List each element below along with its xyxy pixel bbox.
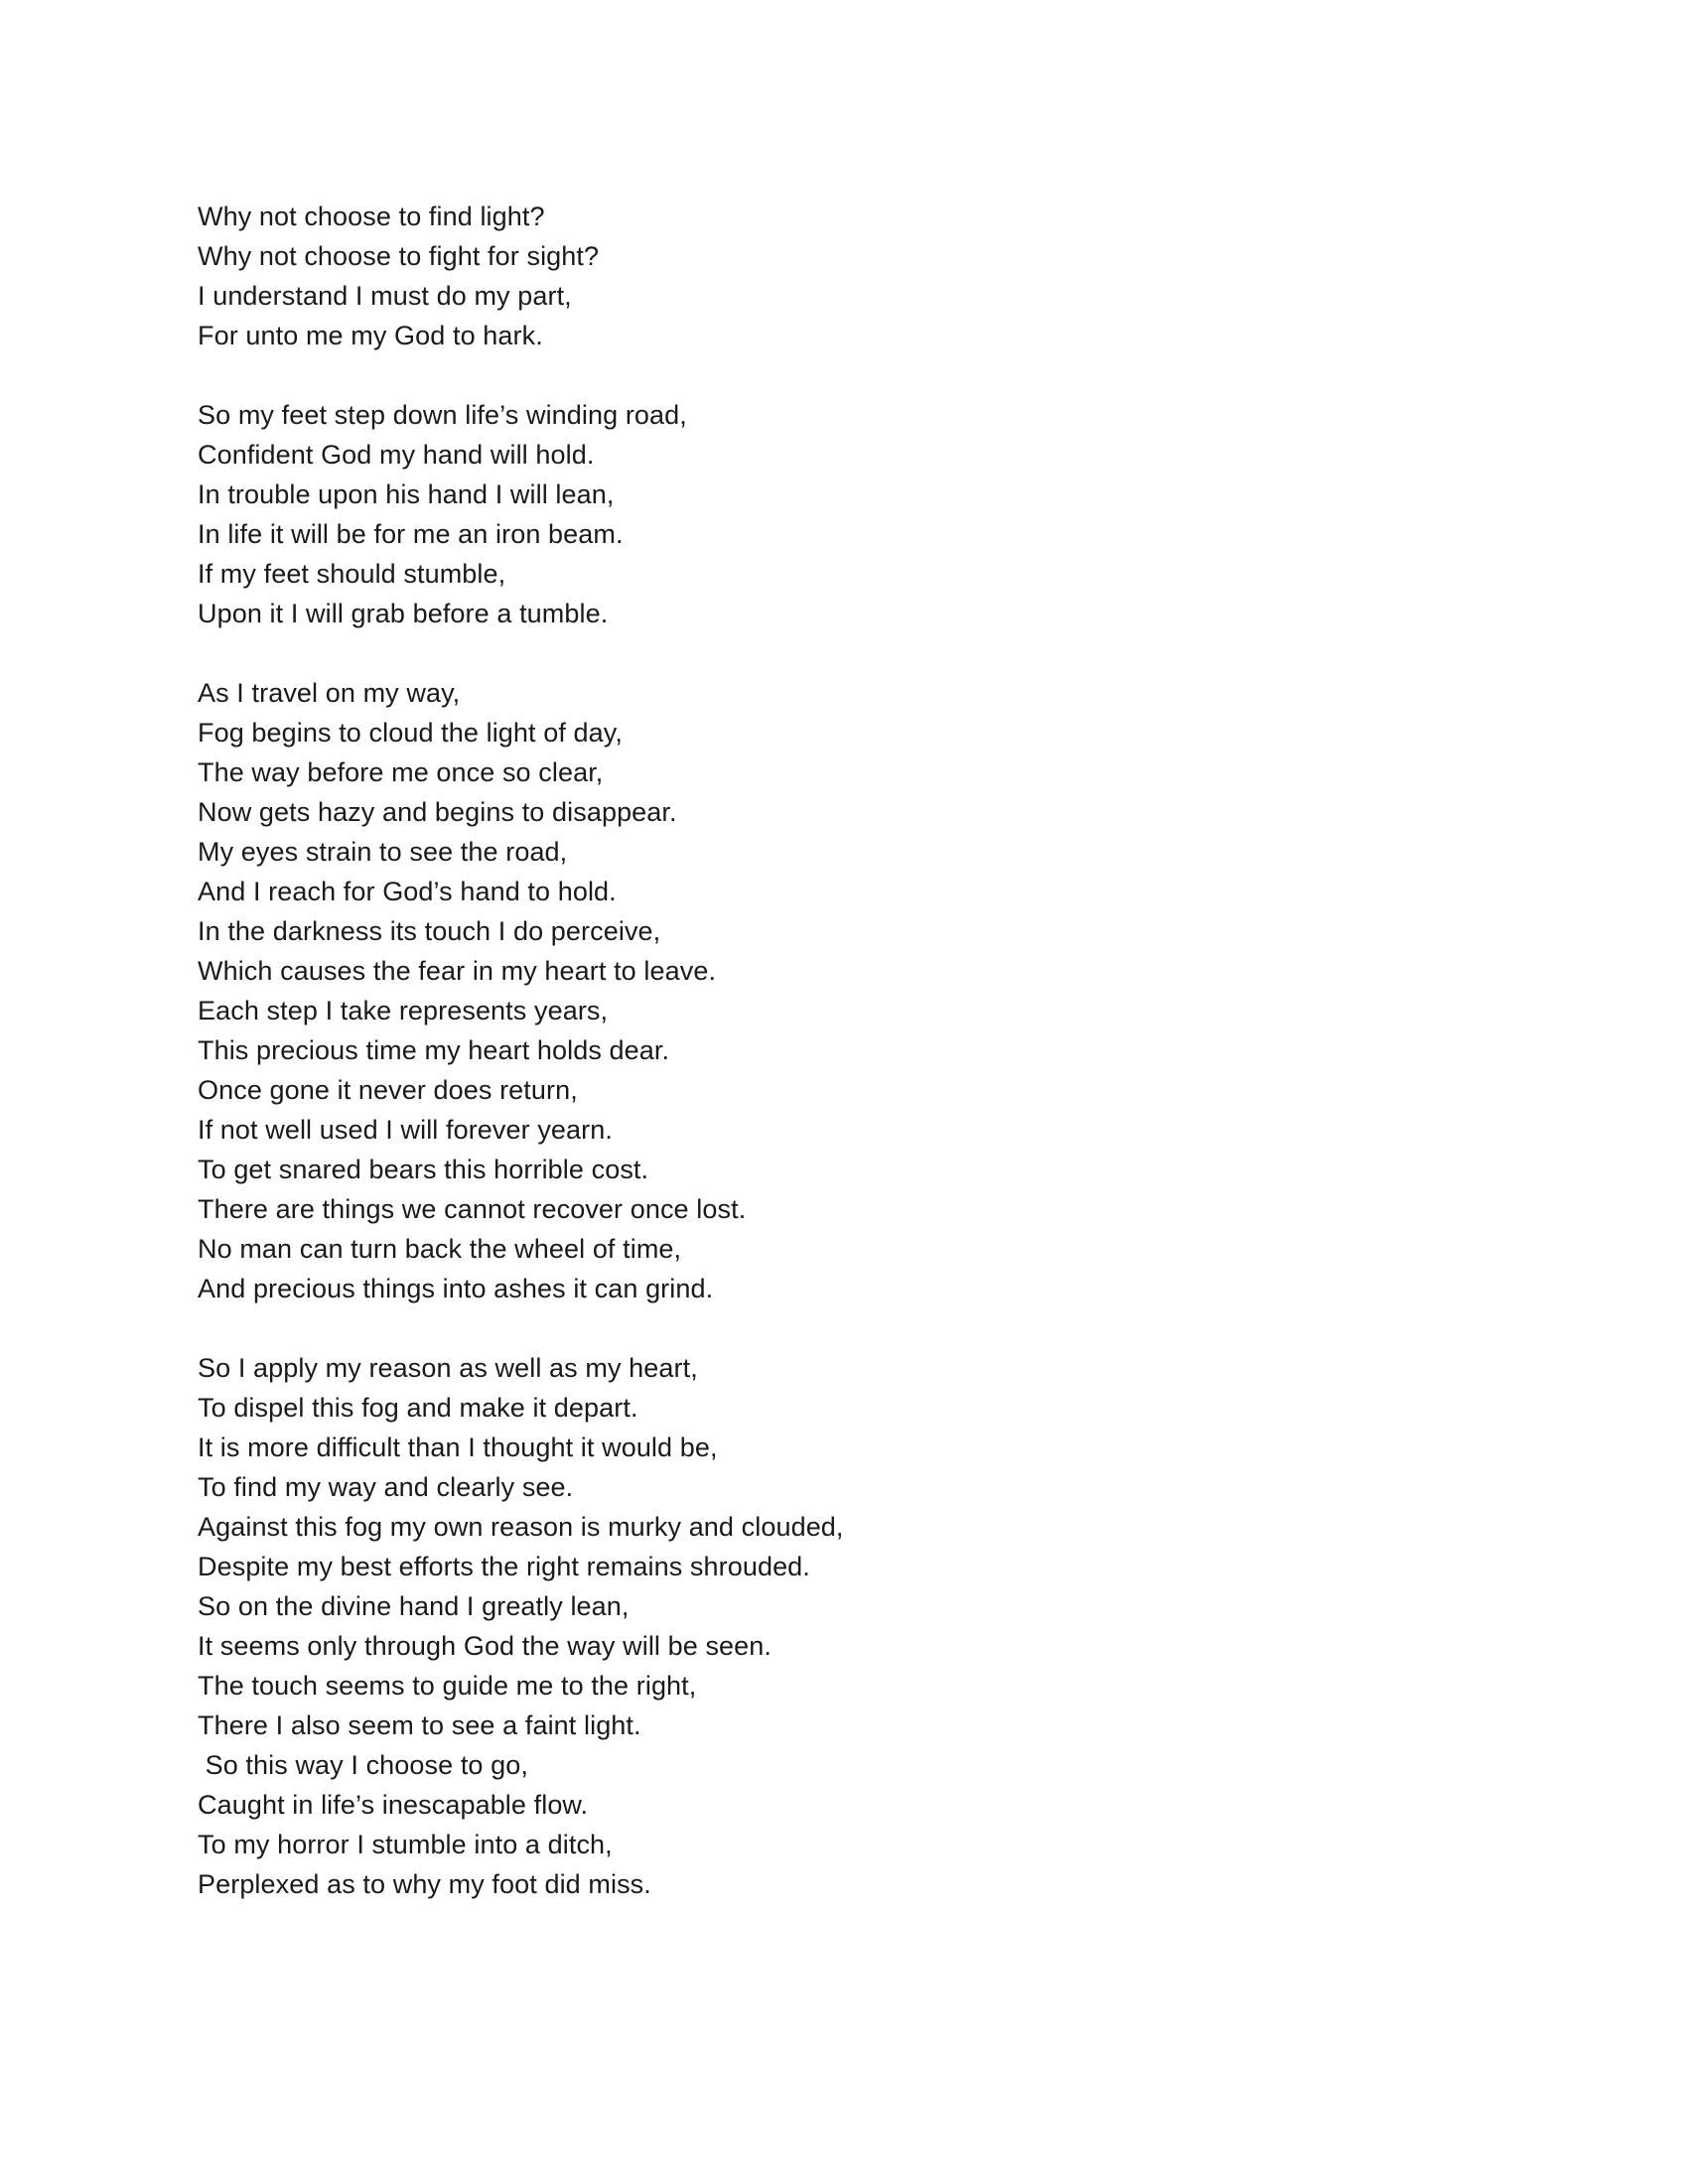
poem-line: In the darkness its touch I do perceive, xyxy=(198,916,661,946)
poem-line: Upon it I will grab before a tumble. xyxy=(198,599,609,628)
poem-line: To get snared bears this horrible cost. xyxy=(198,1155,649,1184)
poem-line: So I apply my reason as well as my heart, xyxy=(198,1353,698,1383)
poem-line: Now gets hazy and begins to disappear. xyxy=(198,797,677,827)
stanza-2 xyxy=(198,395,1488,633)
poem-line: So on the divine hand I greatly lean, xyxy=(198,1591,630,1621)
poem-line: The way before me once so clear, xyxy=(198,757,604,787)
poem-line: My eyes strain to see the road, xyxy=(198,837,568,867)
poem-line: For unto me my God to hark. xyxy=(198,321,543,350)
poem-line: If not well used I will forever yearn. xyxy=(198,1115,613,1145)
poem-line: This precious time my heart holds dear. xyxy=(198,1035,670,1065)
poem-line: So this way I choose to go, xyxy=(198,1750,528,1780)
poem-body xyxy=(198,197,1488,1944)
poem-line: It seems only through God the way will be seen. xyxy=(198,1631,773,1661)
poem-line: Caught in life’s inescapable flow. xyxy=(198,1790,589,1820)
poem-line: And precious things into ashes it can grind. xyxy=(198,1274,714,1303)
poem-line: Despite my best efforts the right remains shrouded. xyxy=(198,1552,810,1581)
stanza-1 xyxy=(198,197,1488,355)
stanza-3 xyxy=(198,673,1488,1308)
poem-line: Why not choose to find light? xyxy=(198,202,545,231)
poem-line: To my horror I stumble into a ditch, xyxy=(198,1830,613,1859)
poem-line: To dispel this fog and make it depart. xyxy=(198,1393,638,1423)
poem-line: Fog begins to cloud the light of day, xyxy=(198,718,623,748)
poem-line: Perplexed as to why my foot did miss. xyxy=(198,1869,651,1899)
poem-line: If my feet should stumble, xyxy=(198,559,506,589)
poem-line: Why not choose to fight for sight? xyxy=(198,241,600,271)
poem-line: There I also seem to see a faint light. xyxy=(198,1710,641,1740)
poem-line: And I reach for God’s hand to hold. xyxy=(198,877,617,906)
poem-line: I understand I must do my part, xyxy=(198,281,572,311)
poem-line: It is more difficult than I thought it would be, xyxy=(198,1433,718,1462)
poem-line: In trouble upon his hand I will lean, xyxy=(198,479,615,509)
poem-line: Which causes the fear in my heart to leave. xyxy=(198,956,717,986)
poem-line: Once gone it never does return, xyxy=(198,1075,578,1105)
poem-line: Each step I take represents years, xyxy=(198,996,609,1025)
poem-line: As I travel on my way, xyxy=(198,678,461,708)
poem-line: In life it will be for me an iron beam. xyxy=(198,519,624,549)
poem-line: Confident God my hand will hold. xyxy=(198,440,595,470)
poem-line: So my feet step down life’s winding road, xyxy=(198,400,687,430)
poem-line: The touch seems to guide me to the right, xyxy=(198,1671,697,1701)
poem-line: To find my way and clearly see. xyxy=(198,1472,574,1502)
stanza-4 xyxy=(198,1348,1488,1904)
poem-line: Against this fog my own reason is murky and clouded, xyxy=(198,1512,844,1542)
poem-line: There are things we cannot recover once lost. xyxy=(198,1194,747,1224)
poem-line: No man can turn back the wheel of time, xyxy=(198,1234,682,1264)
